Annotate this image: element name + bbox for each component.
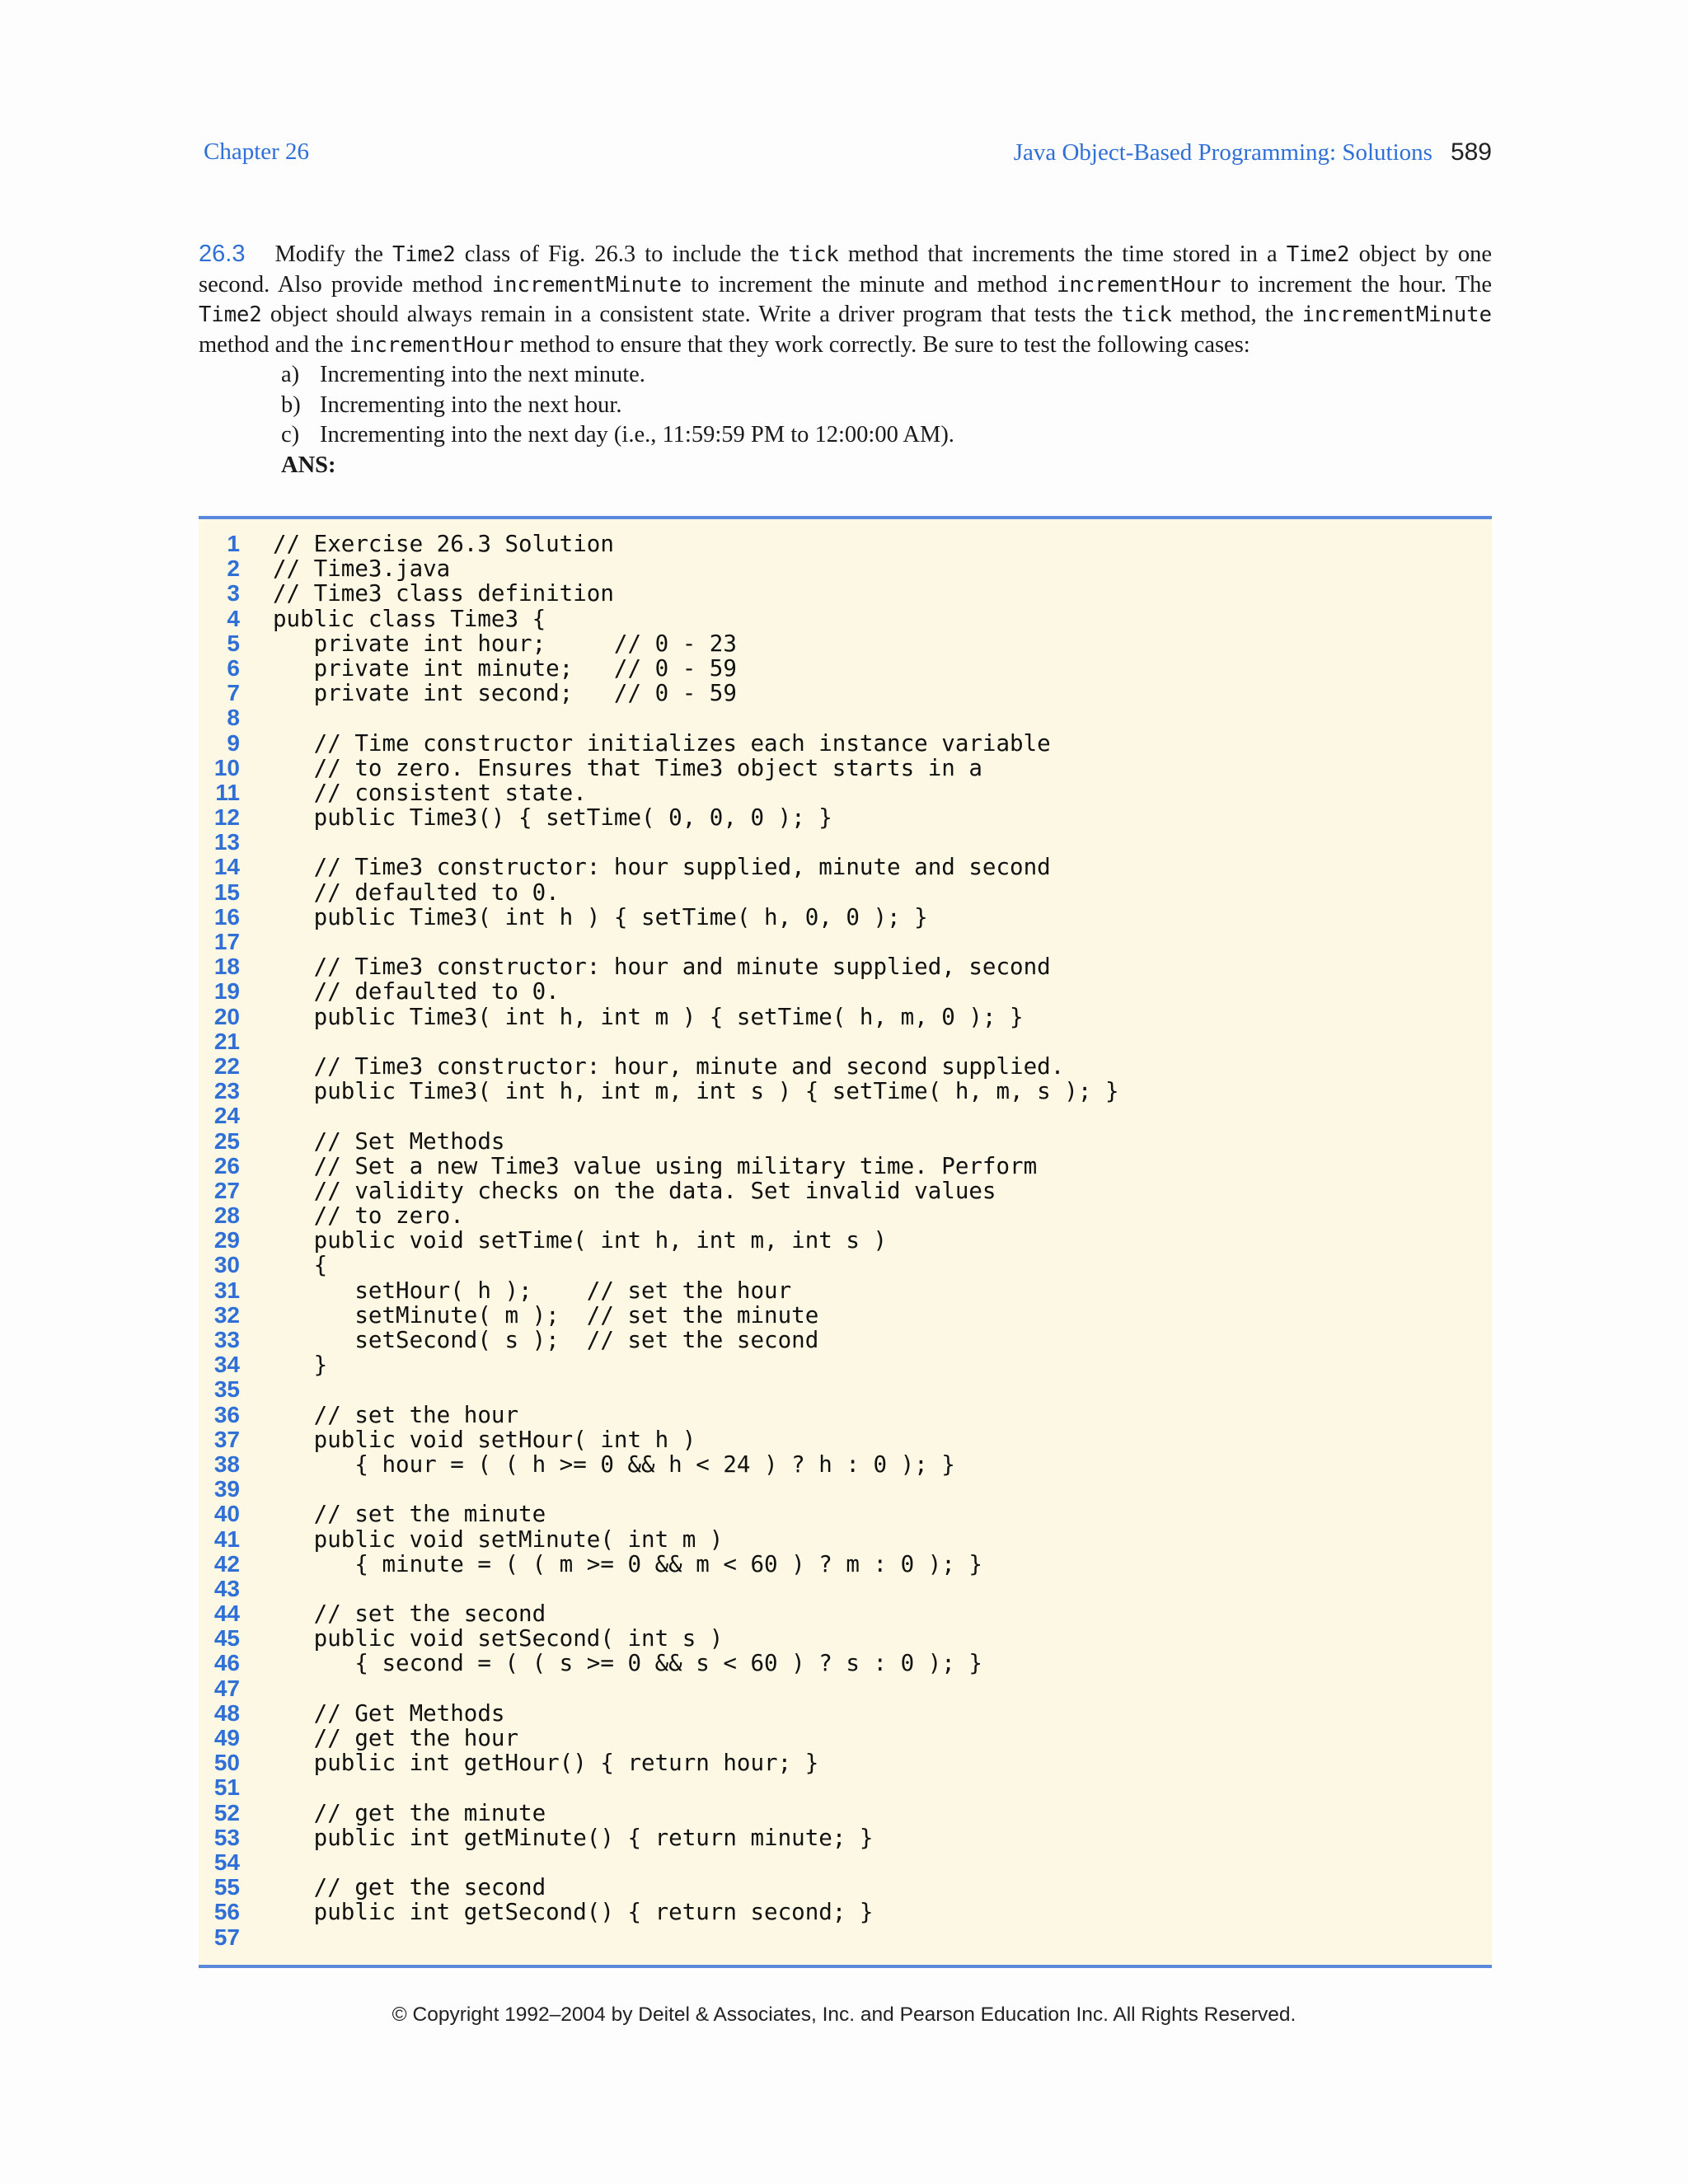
code-text: private int minute; // 0 - 59 [273, 654, 737, 682]
code-text: public Time3() { setTime( 0, 0, 0 ); } [273, 804, 832, 832]
code-text: setHour( h ); // set the hour [273, 1277, 792, 1304]
line-number: 36 [213, 1401, 240, 1427]
line-number: 38 [213, 1451, 240, 1477]
line-number: 30 [213, 1252, 240, 1278]
code-line [199, 1750, 1492, 1775]
code-line [199, 1377, 1492, 1402]
code-line [199, 1726, 1492, 1750]
line-number: 23 [213, 1078, 240, 1104]
line-number: 1 [227, 531, 240, 556]
code-line [199, 556, 1492, 581]
code-line [199, 1925, 1492, 1950]
code-line [199, 954, 1492, 979]
running-title-group [1014, 138, 1492, 166]
exercise-paragraph [199, 239, 1492, 360]
test-case-item [281, 420, 1492, 451]
code-line [199, 1527, 1492, 1552]
code-line [199, 1801, 1492, 1825]
line-number: 48 [213, 1699, 240, 1726]
line-number: 24 [213, 1103, 240, 1129]
code-lines [199, 532, 1492, 1950]
code-line [199, 1477, 1492, 1502]
code-text: // to zero. Ensures that Time3 object starts in a [273, 754, 982, 781]
line-number: 32 [213, 1301, 240, 1328]
code-text: private int second; // 0 - 59 [273, 680, 737, 707]
line-number: 34 [213, 1352, 240, 1378]
code-text: setSecond( s ); // set the second [273, 1327, 819, 1353]
code-text: // defaulted to 0. [273, 978, 560, 1005]
line-number: 46 [213, 1650, 240, 1676]
line-number: 22 [213, 1052, 240, 1079]
line-number: 49 [213, 1725, 240, 1750]
code-line [199, 930, 1492, 954]
code-line [199, 1900, 1492, 1924]
line-number: 52 [213, 1799, 240, 1825]
code-line [199, 1601, 1492, 1626]
code-line [199, 705, 1492, 730]
code-text: // Get Methods [273, 1699, 505, 1727]
code-text: // set the second [273, 1601, 546, 1628]
code-line [199, 1179, 1492, 1203]
line-number: 42 [213, 1550, 240, 1577]
code-text: private int hour; // 0 - 23 [273, 630, 737, 657]
code-text: { second = ( ( s >= 0 && s < 60 ) ? s : 0 ); } [273, 1650, 982, 1677]
code-line [199, 979, 1492, 1004]
line-number: 47 [213, 1675, 240, 1701]
code-line [199, 656, 1492, 681]
code-text: // to zero. [273, 1202, 464, 1230]
test-case-text: Incrementing into the next day (i.e., 11:59:59 PM to 12:00:00 AM). [320, 422, 954, 448]
code-listing [199, 516, 1492, 1968]
code-text: public Time3( int h, int m, int s ) { setTime( h, m, s ); } [273, 1078, 1119, 1105]
code-text: public void setMinute( int m ) [273, 1526, 724, 1553]
line-number: 53 [213, 1824, 240, 1850]
test-case-label: c) [281, 422, 300, 448]
line-number: 7 [227, 680, 240, 706]
code-line [199, 905, 1492, 930]
paragraph-text: to increment the minute and method [682, 271, 1057, 298]
code-line [199, 581, 1492, 606]
code-text: // Time3 constructor: hour supplied, minute and second [273, 854, 1051, 881]
code-line [199, 631, 1492, 656]
exercise-number: 26.3 [199, 241, 246, 267]
code-text: // get the minute [273, 1799, 546, 1826]
inline-code: incrementHour [349, 332, 514, 358]
code-text: } [273, 1352, 328, 1379]
code-line [199, 532, 1492, 556]
page-number: 589 [1450, 138, 1492, 166]
code-line [199, 1154, 1492, 1179]
paragraph-text: method and the [199, 331, 349, 358]
code-text: // consistent state. [273, 779, 587, 806]
line-number: 39 [213, 1476, 240, 1502]
code-line [199, 1253, 1492, 1277]
code-line [199, 1452, 1492, 1477]
test-case-label: a) [281, 362, 300, 387]
code-line [199, 1005, 1492, 1029]
code-text: public class Time3 { [273, 605, 546, 632]
code-line [199, 805, 1492, 830]
line-number: 8 [227, 705, 240, 731]
code-text: // Time constructor initializes each instance variable [273, 729, 1051, 757]
code-text: public void setSecond( int s ) [273, 1625, 724, 1652]
line-number: 18 [213, 954, 240, 980]
copyright-footer: © Copyright 1992–2004 by Deitel & Associates, Inc. and Pearson Education Inc. All Rights Reserved. [392, 2004, 1296, 2026]
line-number: 4 [227, 605, 240, 631]
code-text: setMinute( m ); // set the minute [273, 1301, 819, 1329]
line-number: 28 [213, 1202, 240, 1229]
code-line [199, 1875, 1492, 1900]
running-title: Java Object-Based Programming: Solutions [1013, 139, 1432, 166]
code-text: // Time3 constructor: hour and minute supplied, second [273, 954, 1051, 981]
code-line [199, 1228, 1492, 1253]
line-number: 35 [213, 1376, 240, 1403]
inline-code: incrementMinute [491, 272, 682, 298]
code-line [199, 1303, 1492, 1328]
code-line [199, 1850, 1492, 1875]
code-line [199, 1651, 1492, 1675]
test-case-text: Incrementing into the next minute. [320, 362, 645, 387]
code-line [199, 1203, 1492, 1228]
code-line [199, 1676, 1492, 1701]
line-number: 15 [213, 879, 240, 905]
inline-code: tick [788, 242, 839, 267]
answer-label: ANS: [281, 452, 336, 478]
line-number: 54 [213, 1849, 240, 1875]
code-line [199, 681, 1492, 705]
code-text: public int getMinute() { return minute; } [273, 1824, 874, 1851]
code-line [199, 731, 1492, 756]
test-case-text: Incrementing into the next hour. [320, 391, 622, 418]
line-number: 6 [227, 654, 240, 681]
line-number: 50 [213, 1750, 240, 1776]
page-header [204, 138, 1492, 180]
code-text: public Time3( int h, int m ) { setTime( h, m, 0 ); } [273, 1003, 1024, 1030]
paragraph-text: method, the [1171, 302, 1302, 327]
line-number: 20 [213, 1003, 240, 1029]
code-text: public void setTime( int h, int m, int s ) [273, 1227, 888, 1254]
test-case-item [281, 391, 1492, 421]
line-number: 31 [213, 1277, 240, 1303]
line-number: 44 [213, 1601, 240, 1627]
line-number: 13 [213, 829, 240, 855]
paragraph-text: method that increments the time stored in a [838, 241, 1287, 267]
paragraph-text: to increment the hour. The [1221, 271, 1492, 298]
code-line [199, 1403, 1492, 1427]
code-text: // Exercise 26.3 Solution [273, 531, 614, 557]
line-number: 26 [213, 1152, 240, 1179]
code-line [199, 855, 1492, 879]
line-number: 14 [213, 854, 240, 880]
test-case-label: b) [281, 391, 301, 418]
line-number: 33 [213, 1327, 240, 1352]
code-text: // Time3.java [273, 555, 451, 583]
line-number: 55 [213, 1874, 240, 1900]
code-text: { minute = ( ( m >= 0 && m < 60 ) ? m : 0 ); } [273, 1550, 982, 1577]
inline-code: tick [1121, 302, 1172, 327]
paragraph-text: class of Fig. 26.3 to include the [455, 241, 789, 267]
code-line [199, 1029, 1492, 1054]
code-text: public void setHour( int h ) [273, 1426, 696, 1453]
code-text: // defaulted to 0. [273, 879, 560, 906]
line-number: 17 [213, 929, 240, 954]
line-number: 37 [213, 1426, 240, 1452]
line-number: 3 [227, 580, 240, 607]
code-line [199, 780, 1492, 805]
code-text: // set the minute [273, 1501, 546, 1528]
code-text: // validity checks on the data. Set invalid values [273, 1177, 996, 1204]
line-number: 10 [213, 754, 240, 780]
paragraph-text: object should always remain in a consistent state. Write a driver program that tests the [261, 302, 1122, 327]
code-text: // Time3 constructor: hour, minute and second supplied. [273, 1052, 1065, 1080]
code-text: { [273, 1252, 328, 1279]
line-number: 11 [215, 779, 240, 805]
inline-code: incrementMinute [1301, 302, 1492, 327]
code-text: // Set a new Time3 value using military time. Perform [273, 1152, 1038, 1179]
code-text: // Time3 class definition [273, 580, 614, 607]
code-line [199, 1701, 1492, 1726]
line-number: 16 [213, 903, 240, 930]
code-line [199, 830, 1492, 855]
line-number: 57 [213, 1924, 240, 1950]
line-number: 12 [213, 804, 240, 831]
code-line [199, 1552, 1492, 1577]
code-text: public Time3( int h ) { setTime( h, 0, 0 ); } [273, 903, 928, 930]
code-line [199, 1825, 1492, 1850]
line-number: 2 [227, 555, 240, 582]
paragraph-text: Modify the [274, 241, 392, 267]
code-line [199, 1502, 1492, 1526]
code-text: public int getSecond() { return second; } [273, 1899, 874, 1926]
code-text: // get the second [273, 1874, 546, 1901]
line-number: 29 [213, 1227, 240, 1254]
line-number: 19 [213, 978, 240, 1005]
line-number: 21 [213, 1028, 240, 1054]
code-text: { hour = ( ( h >= 0 && h < 24 ) ? h : 0 ); } [273, 1451, 955, 1478]
code-line [199, 1626, 1492, 1651]
code-line [199, 1079, 1492, 1104]
line-number: 9 [227, 729, 240, 756]
code-line [199, 1129, 1492, 1154]
exercise-text [199, 241, 1492, 358]
code-line [199, 1427, 1492, 1452]
code-text: // get the hour [273, 1725, 519, 1751]
code-text: public int getHour() { return hour; } [273, 1750, 819, 1777]
code-line [199, 1352, 1492, 1377]
code-line [199, 1577, 1492, 1601]
inline-code: Time2 [1286, 242, 1350, 267]
code-line [199, 1775, 1492, 1800]
paragraph-text: object by one second. Also provide method [199, 241, 1493, 298]
code-line [199, 1104, 1492, 1128]
chapter-label: Chapter 26 [204, 138, 310, 165]
code-text: // Set Methods [273, 1127, 505, 1155]
line-number: 51 [213, 1774, 240, 1801]
code-line [199, 756, 1492, 780]
line-number: 45 [213, 1625, 240, 1652]
exercise-block [199, 239, 1492, 480]
line-number: 5 [227, 630, 240, 656]
line-number: 25 [213, 1127, 240, 1154]
line-number: 40 [213, 1501, 240, 1527]
inline-code: Time2 [392, 242, 456, 267]
test-case-list [281, 360, 1492, 451]
code-line [199, 1328, 1492, 1352]
line-number: 43 [213, 1575, 240, 1601]
paragraph-text: method to ensure that they work correctly. Be sure to test the following cases: [513, 331, 1250, 358]
code-line [199, 1054, 1492, 1079]
inline-code: incrementHour [1057, 272, 1221, 298]
line-number: 41 [213, 1526, 240, 1552]
inline-code: Time2 [199, 302, 262, 327]
test-case-item [281, 360, 1492, 391]
code-line [199, 607, 1492, 631]
code-line [199, 1278, 1492, 1303]
line-number: 56 [213, 1899, 240, 1925]
code-text: // set the hour [273, 1401, 519, 1428]
code-line [199, 880, 1492, 905]
line-number: 27 [213, 1177, 240, 1203]
